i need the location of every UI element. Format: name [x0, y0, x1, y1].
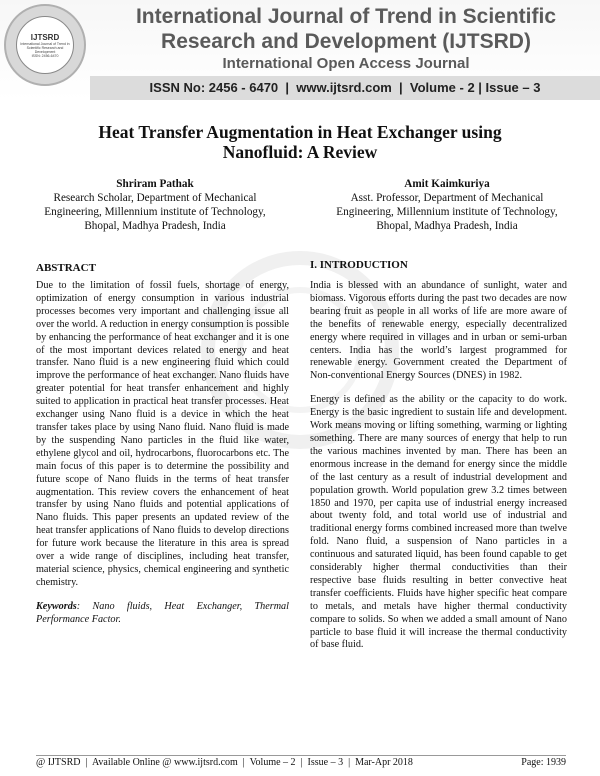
author-name: Amit Kaimkuriya	[404, 178, 490, 190]
open-access-label: International Open Access Journal	[222, 55, 470, 72]
journal-logo	[4, 4, 86, 86]
page-footer	[36, 757, 566, 768]
footer-citation: @ IJTSRD | Available Online @ www.ijtsrd.com | Volume – 2 | Issue – 3 | Mar-Apr 2018	[36, 757, 413, 768]
journal-seal	[16, 16, 74, 74]
page-number: Page: 1939	[521, 757, 566, 768]
author-affiliation: Asst. Professor, Department of Mechanical	[350, 192, 544, 204]
author-affiliation: Engineering, Millennium institute of Technology,	[336, 206, 558, 218]
introduction-heading: I. INTRODUCTION	[310, 259, 408, 271]
author-affiliation: Engineering, Millennium institute of Technology,	[44, 206, 266, 218]
journal-header	[0, 0, 600, 100]
author-name: Shriram Pathak	[116, 178, 194, 190]
intro-paragraph: Energy is defined as the ability or the capacity to do work. Energy is the basic ingredient to sustain life and development. Work means moving or lifting something, warming or lighting something. There are many sources of energy that help to run the various machines invented by man. There has been an enormous increase in the demand for energy since the middle of the last century as a result of industrial development and population growth. World population grew 3.2 times between 1850 and 1970, per capita use of industrial energy increased about twenty fold, and total world use of industrial and traditional energy forms combined increased more than twelve fold. Nano fluid, a suspension of Nano particles in a continuous and saturated liquid, has been found capable to get considerably higher thermal conductivities than their respective base fluids resulting in better convective heat transfer coefficients. Fluids have higher specific heat compare to metals, and metals have higher thermal conductivity compare to solids. So when we added a small amount of Nano particle to base fluid it will increase the thermal conductivity of base fluid.	[310, 394, 567, 651]
author-affiliation: Bhopal, Madhya Pradesh, India	[84, 220, 226, 232]
logo-name: IJTSRD	[30, 32, 60, 42]
logo-text: International Journal of Trend in Scientific Research and Development	[20, 41, 70, 54]
journal-title: International Journal of Trend in Scientific Research and Development (IJTSRD)	[135, 5, 557, 53]
logo-issn: ISSN: 2456-6470	[31, 53, 59, 58]
author-1	[10, 177, 300, 233]
footer-divider	[36, 755, 566, 756]
introduction-column	[310, 280, 567, 663]
paper-title: Heat Transfer Augmentation in Heat Exchanger using Nanofluid: A Review	[98, 122, 502, 162]
abstract-text: Due to the limitation of fossil fuels, shortage of energy, optimization of energy consumption in various industrial processes becomes very important and challenging issue all over the world. A reduction in energy consumption is possible by enhancing the performance of heat exchanger and it is one of the most important devices related to energy and heat transfer. Nano fluid is a new engineering fluid which could improve the performance of heat exchanger. Nano fluids have greater potential for heat transfer enhancement and highly suited to application in practical heat transfer processes. Heat exchanger using Nano fluid is a device in which the heat transfer takes place by using Nano fluid. Nano fluid is made by the suspending Nano particles in the fluid like water, ethylene glycol and oil, hydrocarbons, fluorocarbons etc. The main focus of this paper is to determine the possibility and future scope of Nano fluids in the terms of heat transfer augmentation. This review covers the enhancement of heat transfer by using Nano fluids and potential applications of Nano fluids. This paper presents an updated review of the heat transfer applications of Nano fluids to develop directions for future work because the literature in this area is spread over a wide range of disciplines, including heat transfer, material science, physics, chemical engineering and synthetic chemistry.	[36, 280, 289, 588]
keywords-label: Keywords	[36, 600, 77, 612]
issn-bar: ISSN No: 2456 - 6470 | www.ijtsrd.com | Volume - 2 | Issue – 3	[90, 76, 600, 100]
author-affiliation: Bhopal, Madhya Pradesh, India	[376, 220, 518, 232]
author-2	[302, 177, 592, 233]
author-affiliation: Research Scholar, Department of Mechanical	[53, 192, 257, 204]
abstract-column	[36, 280, 289, 638]
abstract-heading: ABSTRACT	[36, 262, 96, 274]
keywords-text: : Nano fluids, Heat Exchanger, Thermal Performance Factor.	[36, 600, 289, 625]
keywords	[36, 601, 289, 627]
intro-paragraph: India is blessed with an abundance of sunlight, water and biomass. Vigorous efforts during the past two decades are now bearing fruit as people in all works of life are more aware of the benefits of renewable energy, especially decentralized energy where required in villages and in urban or semi-urban centers. India has the world’s largest programmed for renewable energy. Government created the Department of Non-conventional Energy Sources (DNES) in 1982.	[310, 280, 567, 382]
